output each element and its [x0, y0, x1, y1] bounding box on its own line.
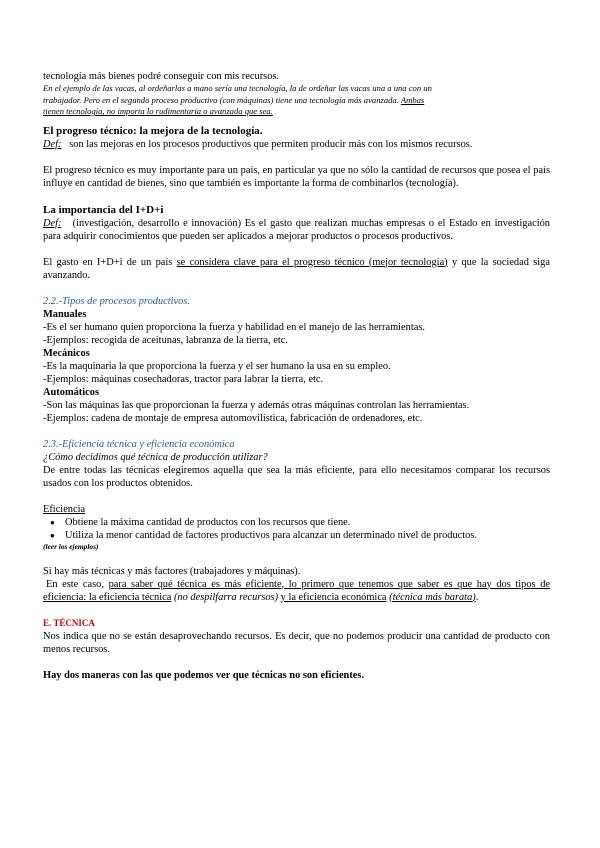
paragraph: De entre todas las técnicas elegiremos aquella que sea la más eficiente, para ello necesitamos comparar los recursos usados con los productos obtenidos.: [43, 464, 550, 489]
def-text: (investigación, desarrollo e innovación) Es el gasto que realizan muchas empresas o el Estado en investigación para adquirir conocimientos que pueden ser aplicados a mejorar productos o procesos productivos.: [43, 217, 550, 242]
question: ¿Cómo decidimos qué técnica de producción utilizar?: [43, 451, 268, 463]
eficiencia-list: [43, 516, 550, 542]
text-line: tecnología más bienes podré conseguir con mis recursos.: [43, 71, 280, 82]
italic-text: (técnica más barata): [389, 591, 476, 603]
subheading-mecanicos: Mecánicos: [43, 347, 90, 359]
section-heading-tipos: 2.2.-Tipos de procesos productivos.: [43, 295, 190, 307]
example-line: En el ejemplo de las vacas, al ordeñarlas a mano sería una tecnología, la de ordeñar las vacas una a una con un: [43, 83, 432, 93]
text: El gasto en I+D+i de un país: [43, 256, 173, 268]
example-line: [43, 95, 550, 107]
list-line: -Ejemplos: recogida de aceitunas, labranza de la tierra, etc.: [43, 334, 288, 346]
subheading-manuales: Manuales: [43, 308, 87, 320]
definition: [43, 138, 550, 151]
eficiencia-label: Eficiencia: [43, 503, 86, 515]
text: .: [475, 591, 479, 603]
definition: [43, 217, 550, 243]
paragraph: Si hay más técnicas y más factores (trabajadores y máquinas).: [43, 565, 301, 577]
list-line: -Es el ser humano quien proporciona la fuerza y habilidad en el manejo de las herramientas.: [43, 321, 425, 333]
section-title-progreso: El progreso técnico: la mejora de la tecnología.: [43, 124, 263, 137]
list-item: ● Obtiene la máxima cantidad de productos con los recursos que tiene.: [65, 516, 550, 529]
list-item: ● Utiliza la menor cantidad de factores productivos para alcanzar un determinado nivel de productos.: [65, 529, 550, 542]
def-text: son las mejoras en los procesos productivos que permiten producir más con los mismos recursos.: [69, 138, 473, 150]
list-line: -Ejemplos: máquinas cosechadoras, tractor para labrar la tierra, etc.: [43, 373, 324, 385]
underlined-text: se considera clave para el progreso técnico (mejor tecnología): [176, 256, 448, 268]
subheading-automaticos: Automáticos: [43, 386, 99, 398]
text: y que la sociedad siga avanzando.: [43, 256, 550, 281]
paragraph: El progreso técnico es muy importante para un país, en particular ya que no sólo la cantidad de recursos que posea el país influye en cantidad de bienes, sino que también es importante la forma de combinarlos (tecnología).: [43, 164, 550, 189]
section-title-idi: La importancia del I+D+i: [43, 203, 164, 216]
paragraph: [43, 578, 550, 604]
paragraph-bold: Hay dos maneras con las que podemos ver que técnicas no son eficientes.: [43, 669, 365, 681]
example-text: trabajador. Pero en el segundo proceso productivo (con máquinas) tiene una tecnología más avanzada.: [43, 94, 399, 105]
underlined-text: para saber qué técnica es más eficiente, lo primero que tenemos que saber es que hay dos tipos de eficiencia: la eficiencia técnica: [43, 578, 551, 603]
def-label: Def:: [43, 217, 62, 229]
list-line: -Son las máquinas las que proporcionan la fuerza y además otras máquinas controlan las herramientas.: [43, 399, 470, 411]
example-underline: Ambas: [400, 94, 425, 105]
note: (leer los ejemplos): [43, 541, 99, 551]
def-label: Def:: [43, 138, 62, 150]
section-heading-eficiencia: 2.3.-Eficiencia técnica y eficiencia económica: [43, 438, 235, 450]
underlined-text: y la eficiencia económica: [280, 591, 387, 603]
list-line: -Es la maquinaria la que proporciona la fuerza y el ser humano la usa en su empleo.: [43, 360, 391, 372]
paragraph: Nos indica que no se están desaprovechando recursos. Es decir, que no podemos producir una cantidad de producto con menos recursos.: [43, 630, 550, 655]
italic-text: (no despilfarra recursos): [173, 591, 279, 603]
document-page: [43, 70, 550, 682]
paragraph: [43, 256, 550, 282]
section-heading-etecnica: E. TÉCNICA: [43, 617, 95, 628]
example-line: tienen tecnología, no importa lo rudimentaria o avanzada que sea.: [43, 106, 273, 116]
list-line: -Ejemplos: cadena de montaje de empresa automovilística, fabricación de ordenadores, etc.: [43, 412, 423, 424]
text: En este caso,: [46, 578, 104, 590]
